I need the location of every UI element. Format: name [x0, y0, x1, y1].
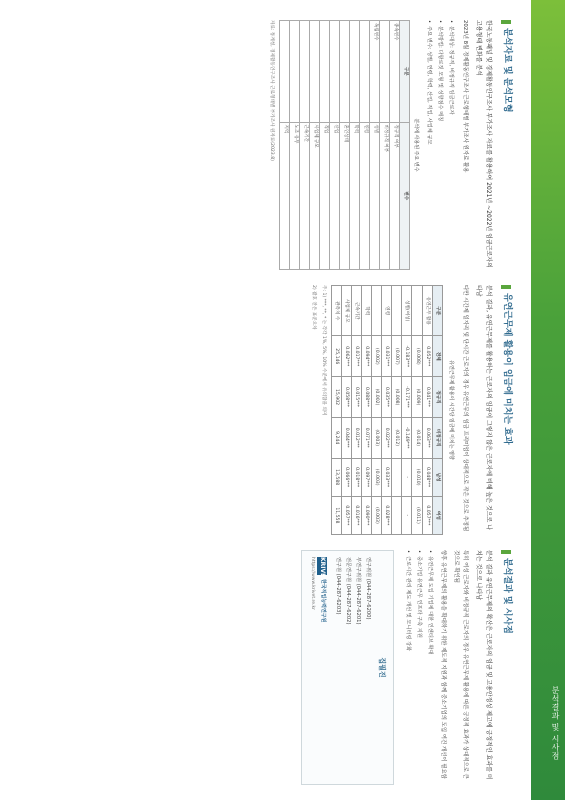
table-cell	[299, 21, 309, 123]
table-row	[329, 21, 339, 270]
table-cell: 15,902	[331, 377, 341, 418]
table-cell: 연령	[382, 286, 392, 336]
table-cell: (0.002)	[371, 336, 381, 377]
bullet-1: • 분석대상: 정규직, 비정규직 임금근로자	[448, 20, 455, 115]
table-cell: (0.003)	[371, 496, 381, 534]
table-row	[309, 21, 319, 270]
column-implications	[17, 550, 517, 785]
table-cell: 성별(여성)	[402, 286, 412, 336]
table-cell	[279, 21, 289, 123]
table-cell: 11,558	[331, 496, 341, 534]
table-cell: 0.018***	[351, 458, 361, 496]
table-cell: (0.010)	[412, 458, 422, 496]
table-cell: 0.057***	[422, 496, 432, 534]
table-cell: 0.016***	[351, 496, 361, 534]
table-row	[339, 21, 349, 270]
table-cell: 0.057***	[341, 496, 351, 534]
impl-bullet-3: • 근로시간 관리 제도 개선 및 모니터링 강화	[404, 550, 411, 652]
org-logo-icon: KRIVET	[319, 557, 327, 582]
table-cell: (0.008)	[412, 336, 422, 377]
title-accent-bar	[501, 20, 511, 24]
table-cell: -	[402, 496, 412, 534]
table-cell: 0.028***	[382, 496, 392, 534]
impl-para-1: 분석 결과 유연근무제의 확산은 근로자의 임금 및 고용안정성 제고에 긍정적인 효과를 미치는 것으로 나타남	[475, 550, 493, 780]
table-cell: (0.008)	[392, 377, 402, 418]
table-cell: 관측치 수	[331, 286, 341, 336]
table-row	[279, 21, 289, 270]
table-cell: 0.033***	[382, 458, 392, 496]
contact-title: 집필진	[377, 657, 386, 678]
table-cell	[309, 21, 319, 123]
contact-box	[302, 550, 394, 785]
org-logo-row	[317, 557, 327, 778]
table-cell: 0.062***	[341, 336, 351, 377]
table-cell: 성별	[369, 122, 379, 269]
table-row	[331, 286, 341, 535]
impl-bullet-1: • 유연근무제 도입 기업에 대한 인센티브 확대	[426, 550, 433, 655]
table-cell: 0.035***	[382, 377, 392, 418]
table-cell	[319, 21, 329, 123]
table-cell: 학력	[361, 286, 371, 336]
results-para-2: 다만 시간제 일자리 및 단시간 근로자의 경우 유연근무의 임금 프리미엄이 상대적으로 작은 것으로 추정됨	[461, 285, 468, 532]
table-cell: 노조 유무	[289, 122, 299, 269]
section-title-results: 유연근무제 활용이 임금에 미치는 효과	[499, 285, 513, 535]
table-cell: (0.007)	[392, 336, 402, 377]
table-header-cell: 구분	[432, 286, 442, 336]
results-note-2: 2) 괄호 안은 표준오차	[311, 285, 317, 330]
table-cell: 근속기간	[299, 122, 309, 269]
table-header-cell: 남성	[432, 458, 442, 496]
table-cell: 0.088***	[361, 377, 371, 418]
table-row	[412, 286, 422, 535]
results-para-1: 분석 결과, 유연근무제를 활용하는 근로자의 임금이 그렇지 않은 근로자에 비해 높은 것으로 나타남	[475, 285, 493, 531]
table-cell: 비정규직 여부	[379, 122, 389, 269]
table-row	[389, 21, 399, 270]
table-cell	[359, 21, 369, 123]
table-cell: 0.094***	[361, 336, 371, 377]
table-cell: 0.090***	[361, 496, 371, 534]
table-cell	[371, 286, 381, 336]
table-cell: 9,244	[331, 417, 341, 458]
table-cell	[289, 21, 299, 123]
table-cell: 0.015***	[351, 377, 361, 418]
contact-item-4: 연구원 (044-287-6203)	[334, 557, 341, 615]
column-results	[17, 285, 517, 535]
table-row	[319, 21, 329, 270]
para-1: 한국노동패널 및 경제활동인구조사 부가조사 자료를 활용하여 2021년 ~2022년 임금근로자의 고용형태 변화를 분석	[475, 20, 493, 268]
table-cell: 0.017***	[351, 336, 361, 377]
table-cell: (0.003)	[371, 417, 381, 458]
table-cell	[392, 458, 402, 496]
table-cell	[392, 496, 402, 534]
table-cell: 0.052***	[422, 336, 432, 377]
impl-para-3: 향후 유연근무제의 활용을 확대하기 위한 제도적 지원과 함께 중소기업의 도입 여건 개선이 필요함	[440, 550, 447, 779]
table-row	[349, 21, 359, 270]
table-cell: 학력	[349, 122, 359, 269]
table-cell: 0.041***	[422, 377, 432, 418]
table-row	[361, 286, 371, 535]
table-row	[359, 21, 369, 270]
contact-item-2: 부연구위원 (044-287-6201)	[354, 557, 361, 625]
table-cell: -	[402, 458, 412, 496]
org-url-link[interactable]: https://www.krivet.re.kr	[310, 557, 316, 610]
section-title-data: 분석자료 및 분석모형	[499, 20, 513, 270]
table-caption-vars: 분석에 사용된 주요 변수	[413, 118, 420, 172]
table-row	[371, 286, 381, 535]
table-cell: 혼인상태	[339, 122, 349, 269]
table-cell: (0.012)	[392, 417, 402, 458]
side-accent-bar	[531, 0, 565, 800]
bullet-3: • 주요 변수: 성별, 연령, 학력, 산업, 직업, 사업체 규모	[426, 20, 433, 145]
section-title-implications: 분석결과 및 시사점	[499, 550, 513, 785]
table-cell: 25,146	[331, 336, 341, 377]
table-cell	[379, 21, 389, 123]
table-cell: 사업체 규모	[341, 286, 351, 336]
contact-item-1: 연구위원 (044-287-6200)	[364, 557, 371, 620]
table-cell: (0.011)	[412, 496, 422, 534]
table-cell: 0.063***	[422, 417, 432, 458]
table-row	[351, 286, 361, 535]
contact-item-3: 전문연구원 (044-287-6202)	[344, 557, 351, 625]
table-cell: 독립변수	[369, 21, 379, 123]
table-cell	[392, 286, 402, 336]
table-row	[369, 21, 379, 270]
table-cell: 0.031***	[382, 336, 392, 377]
table-cell: -0.171***	[402, 377, 412, 418]
table-cell: 직업	[319, 122, 329, 269]
table-cell	[339, 21, 349, 123]
table-caption-results: 유연근무제 활용이 시간당 임금에 미치는 영향	[448, 360, 455, 460]
table-row	[299, 21, 309, 270]
table-cell: 0.058***	[341, 377, 351, 418]
table-cell: -0.149***	[402, 417, 412, 458]
table-cell	[412, 286, 422, 336]
table-row	[392, 286, 402, 535]
para-2: 2023년 8월 경제활동인구조사 근로형태별 부가조사 원자료 활용	[461, 20, 468, 173]
table-row	[341, 286, 351, 535]
th-var: 변수	[399, 122, 409, 269]
table-cell: (0.003)	[371, 458, 381, 496]
table-row	[402, 286, 412, 535]
table-cell: 0.022***	[382, 417, 392, 458]
table-footer-note: 자료: 통계청, 경제활동인구조사 근로형태별 부가조사 원자료(2023.8)	[268, 20, 274, 161]
impl-bullet-2: • 중소기업 유연근무 인프라 구축 지원	[415, 550, 422, 638]
table-cell: 13,588	[331, 458, 341, 496]
bullet-2: • 분석방법: 다항로짓 모형 및 성향점수 매칭	[437, 20, 444, 122]
table-row	[289, 21, 299, 270]
table-cell: 유연근무 활용	[422, 286, 432, 336]
title-accent-bar	[501, 550, 511, 554]
table-header-cell: 여성	[432, 496, 442, 534]
column-data-model	[17, 20, 517, 270]
table-row	[422, 286, 432, 535]
table-cell: 산업	[329, 122, 339, 269]
title-accent-bar	[501, 285, 511, 289]
table-cell: (0.002)	[371, 377, 381, 418]
th-group: 구분	[399, 21, 409, 123]
impl-para-2: 특히 여성 근로자와 비정규직 근로자의 경우 유연근무제 활용에 따른 긍정적 효과가 상대적으로 큰 것으로 확인됨	[453, 550, 468, 779]
table-cell: (0.009)	[412, 377, 422, 418]
table-cell: 0.044***	[341, 417, 351, 458]
table-cell: (0.014)	[412, 417, 422, 458]
table-cell: 0.097***	[361, 458, 371, 496]
table-row	[382, 286, 392, 535]
table-cell	[329, 21, 339, 123]
table-cell: 0.048***	[422, 458, 432, 496]
variables-table	[279, 20, 410, 270]
results-table	[331, 285, 443, 535]
table-cell: 종속변수	[389, 21, 399, 123]
table-cell: 0.012***	[351, 417, 361, 458]
table-cell: 정규직 여부	[389, 122, 399, 269]
table-header-cell: 비정규직	[432, 417, 442, 458]
table-header-cell: 전체	[432, 336, 442, 377]
org-name: 한국직업능력연구원	[320, 579, 327, 623]
table-row	[379, 21, 389, 270]
table-cell: 지역	[279, 122, 289, 269]
table-header-cell: 정규직	[432, 377, 442, 418]
table-cell: 사업체 규모	[309, 122, 319, 269]
side-bar-label: 분석결과 및 시사점	[551, 685, 560, 760]
table-cell: 근속기간	[351, 286, 361, 336]
table-cell: 0.066***	[341, 458, 351, 496]
table-cell	[349, 21, 359, 123]
table-cell: 0.071***	[361, 417, 371, 458]
table-cell: 연령	[359, 122, 369, 269]
results-note-1: 주: 1) ***, **, * 는 각각 1%, 5%, 10% 수준에서 유의함을 의미	[320, 285, 326, 416]
table-cell: -0.183***	[402, 336, 412, 377]
